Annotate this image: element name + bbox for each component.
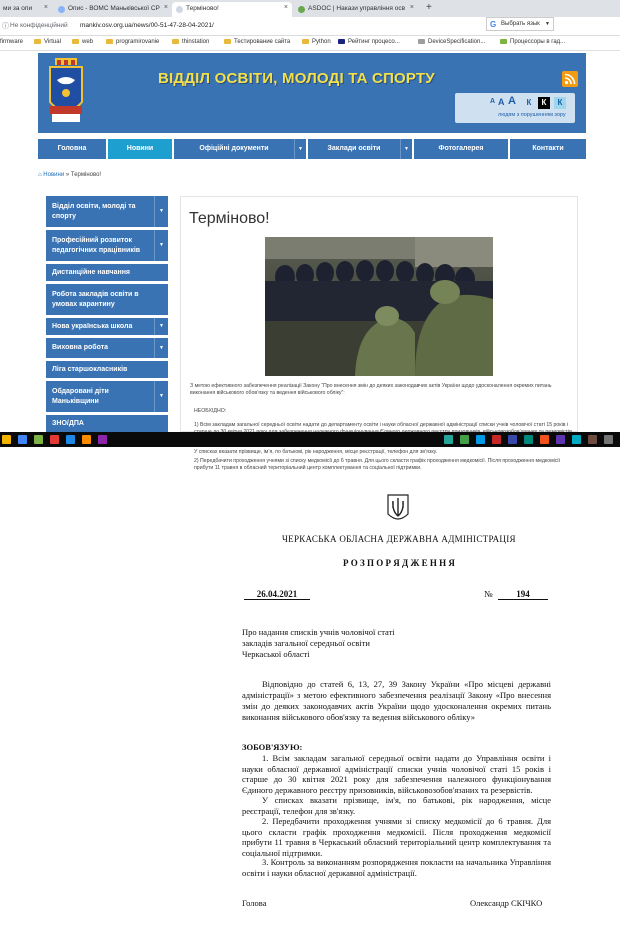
document-point: 2. Передбачити проходження учнями зі списку медкомісії до 6 травня. Для цього скласти графік проходження медкомісії. Після проходження медкомісії прибути 11 травня в Черкаський обласний територіальний центр комплектування та соціальної підтримки. <box>242 816 551 858</box>
document-number: 194 <box>498 589 548 600</box>
sidebar-item-professional-development[interactable]: Професійний розвиток педагогічних працівників ▼ <box>46 230 168 261</box>
article-item: 1) Всім закладам загальної середньої освіти надати до департаменту освіти і науки обласної державної адміністрації списки учнів чоловічої статі 15 років і <box>194 422 569 428</box>
chevron-down-icon[interactable]: ▼ <box>154 338 168 358</box>
chevron-down-icon[interactable]: ▼ <box>294 139 306 159</box>
breadcrumb-link-news[interactable]: Новини <box>43 172 65 178</box>
document-point: У списках вказати прізвище, ім'я, по батькові, рік народження, місце реєстрації, телефон для зв'язку. <box>242 795 551 816</box>
favicon-icon <box>176 6 183 13</box>
contrast-default-button[interactable]: К <box>526 98 532 107</box>
accessibility-panel <box>455 93 575 123</box>
tray-icon[interactable] <box>444 435 453 444</box>
bookmark-item[interactable]: firmware <box>0 39 24 45</box>
url-text[interactable]: mankiv.osv.org.ua/news/00-51-47-28-04-2021/ <box>80 22 214 29</box>
document-oblige: ЗОБОВ'ЯЗУЮ: <box>242 742 303 752</box>
bookmarks-bar <box>0 36 620 51</box>
font-size-small-button[interactable]: A <box>490 98 496 105</box>
browser-tab[interactable] <box>294 2 418 17</box>
document-date: 26.04.2021 <box>244 589 310 600</box>
folder-icon <box>72 39 79 44</box>
sidebar-item-upbringing[interactable]: Виховна робота ▼ <box>46 338 168 358</box>
browser-tab[interactable] <box>54 2 172 17</box>
tray-icon[interactable] <box>572 435 581 444</box>
article-photo <box>265 237 493 376</box>
browser-tab-bar <box>0 0 620 17</box>
trident-emblem-icon <box>387 494 409 524</box>
article-intro: З метою ефективного забезпечення реалізації Закону “Про внесення змін до деяких законодавчих актів України щодо удосконалення окремих питань виконання військового обов’язку та ведення військового обліку”: <box>190 383 552 397</box>
accessibility-note: людям з порушенням зору <box>498 112 566 118</box>
tray-icon[interactable] <box>604 435 613 444</box>
bookmark-item[interactable]: Тестирование сайта <box>224 39 290 45</box>
folder-icon <box>172 39 179 44</box>
chevron-down-icon[interactable]: ▼ <box>154 196 168 227</box>
article-item: 2) Передбачити проходження учнями зі списку медкомісії до 6 травня. Для цього скласти графік проходження медкомісії. Після проходження медкомісії прибути 11 травня в обласний територіальний центр комплектування та соціальної підтримки. <box>194 458 561 472</box>
document-type: Р О З П О Р Я Д Ж Е Н Н Я <box>343 558 455 568</box>
app-icon[interactable] <box>82 435 91 444</box>
tray-icon[interactable] <box>556 435 565 444</box>
chevron-down-icon: ▼ <box>545 21 550 27</box>
app-icon[interactable] <box>34 435 43 444</box>
chevron-down-icon[interactable]: ▼ <box>154 230 168 261</box>
nav-schools[interactable]: Заклади освіти ▼ <box>308 139 412 159</box>
document-subject: Про надання списків учнів чоловічої статі закладів загальної середньої освіти Черкаської області <box>242 627 395 659</box>
document-signer-title: Голова <box>242 898 267 908</box>
tray-icon[interactable] <box>508 435 517 444</box>
rss-icon[interactable] <box>562 71 578 87</box>
home-icon[interactable]: ⌂ <box>38 172 42 178</box>
favicon-icon <box>298 6 305 13</box>
app-icon[interactable] <box>98 435 107 444</box>
browser-tab-active[interactable] <box>172 2 292 17</box>
language-select-label: Выбрать язык <box>501 21 540 27</box>
breadcrumb-current: Терміново! <box>70 172 102 178</box>
document-point: 1. Всім закладам загальної середньої освіти надати до Управління освіти і науки обласної державної адміністрації списки учнів чоловічої статі 15 років і старше до 30 квітня 2021 року для забезпечення належного функціонування Єдиного державного реєстру призовників, військовозобов'язаних та резервістів. <box>242 753 551 795</box>
document-authority: ЧЕРКАСЬКА ОБЛАСНА ДЕРЖАВНА АДМІНІСТРАЦІЯ <box>282 534 516 544</box>
article-heading: НЕОБХІДНО: <box>194 408 227 414</box>
site-title: ВІДДІЛ ОСВІТИ, МОЛОДІ ТА СПОРТУ <box>158 70 435 87</box>
bookmark-item[interactable]: programirovanie <box>106 39 159 45</box>
document-signer-name: Олександр СКІЧКО <box>470 898 543 908</box>
font-size-large-button[interactable]: A <box>508 95 516 107</box>
coat-of-arms-icon <box>46 58 86 128</box>
contrast-blue-button[interactable]: К <box>554 97 566 109</box>
tray-icon[interactable] <box>540 435 549 444</box>
close-icon[interactable]: × <box>163 4 168 11</box>
close-icon[interactable]: × <box>283 4 288 11</box>
article-item: У списках вказати прізвище, ім’я, по батькові, рік народження, місце реєстрації, телефон для зв’язку. <box>194 449 438 455</box>
contrast-dark-button[interactable]: К <box>538 97 550 109</box>
tray-icon[interactable] <box>476 435 485 444</box>
nav-official-documents[interactable]: Офіційні документи ▼ <box>174 139 306 159</box>
breadcrumb-separator: » <box>65 172 70 178</box>
tray-icon[interactable] <box>492 435 501 444</box>
folder-icon <box>34 39 41 44</box>
chevron-down-icon[interactable]: ▼ <box>154 381 168 412</box>
document-number-label: № <box>484 589 493 599</box>
folder-icon[interactable] <box>2 435 11 444</box>
sidebar-item-gifted-children[interactable]: Обдаровані діти Маньківщини ▼ <box>46 381 168 412</box>
nav-contacts[interactable]: Контакти <box>510 139 586 159</box>
chevron-down-icon[interactable]: ▼ <box>400 139 412 159</box>
sidebar-item-zno[interactable]: ЗНО/ДПА <box>46 415 168 432</box>
nav-home[interactable]: Головна <box>38 139 106 159</box>
bookmark-item[interactable]: Virtual <box>34 39 61 45</box>
security-status: Не конфіденційний <box>10 22 68 29</box>
close-icon[interactable]: × <box>43 4 48 11</box>
google-icon: G <box>490 20 497 29</box>
folder-icon <box>302 39 309 44</box>
font-size-medium-button[interactable]: A <box>498 97 505 107</box>
bookmark-item[interactable]: Рейтинг процесо... <box>338 39 400 45</box>
app-icon[interactable] <box>66 435 75 444</box>
os-taskbar <box>0 432 620 447</box>
breadcrumb <box>38 172 101 178</box>
folder-icon <box>106 39 113 44</box>
tab-label: Опис - ВОМС Маньківської СР <box>68 5 160 12</box>
bookmark-item[interactable]: Python <box>302 39 331 45</box>
tab-label: ASDOC | Накази управління осв <box>308 5 406 12</box>
page-icon <box>418 39 425 44</box>
tab-label: Терміново! <box>186 5 219 12</box>
app-icon[interactable] <box>18 435 27 444</box>
chevron-down-icon[interactable]: ▼ <box>154 318 168 335</box>
favicon-icon <box>58 6 65 13</box>
sidebar-item-new-school[interactable]: Нова українська школа ▼ <box>46 318 168 335</box>
folder-icon <box>224 39 231 44</box>
sidebar-item-department[interactable]: Відділ освіти, молоді та спорту ▼ <box>46 196 168 227</box>
nav-news[interactable]: Новини <box>108 139 172 159</box>
bookmark-item[interactable]: Процессоры в гад... <box>500 39 565 45</box>
sidebar-item-distance-learning[interactable]: Дистанційне навчання <box>46 264 168 281</box>
tray-icon[interactable] <box>524 435 533 444</box>
tray-icon[interactable] <box>460 435 469 444</box>
new-tab-button[interactable]: + <box>426 2 432 13</box>
bookmark-item[interactable]: DeviceSpecification... <box>418 39 485 45</box>
bookmark-item[interactable]: thinstation <box>172 39 209 45</box>
sidebar-item-league[interactable]: Ліга старшокласників <box>46 361 168 378</box>
tray-icon[interactable] <box>588 435 597 444</box>
app-icon[interactable] <box>50 435 59 444</box>
language-select[interactable] <box>486 17 554 31</box>
nav-gallery[interactable]: Фотогалерея <box>414 139 508 159</box>
browser-tab[interactable] <box>0 2 52 17</box>
article-title: Терміново! <box>189 210 270 227</box>
close-icon[interactable]: × <box>409 4 414 11</box>
android-icon <box>500 39 507 44</box>
tab-label: ми за опи <box>3 5 33 12</box>
info-icon[interactable]: ⓘ <box>2 23 9 30</box>
document-preamble: Відповідно до статей 6, 13, 27, 39 Закону України «Про місцеві державні адміністрації» з метою ефективного забезпечення реалізації Закону «Про внесення змін до деяких законодавчих актів України щодо удосконалення окремих питань виконання військового обов'язку та ведення військового обліку» <box>242 679 551 723</box>
document-point: 3. Контроль за виконанням розпорядження покласти на начальника Управління освіти і науки обласної державної адміністрації. <box>242 857 551 878</box>
sidebar-item-quarantine[interactable]: Робота закладів освіти в умовах карантину <box>46 284 168 315</box>
bookmark-item[interactable]: web <box>72 39 93 45</box>
n-icon <box>338 39 345 44</box>
